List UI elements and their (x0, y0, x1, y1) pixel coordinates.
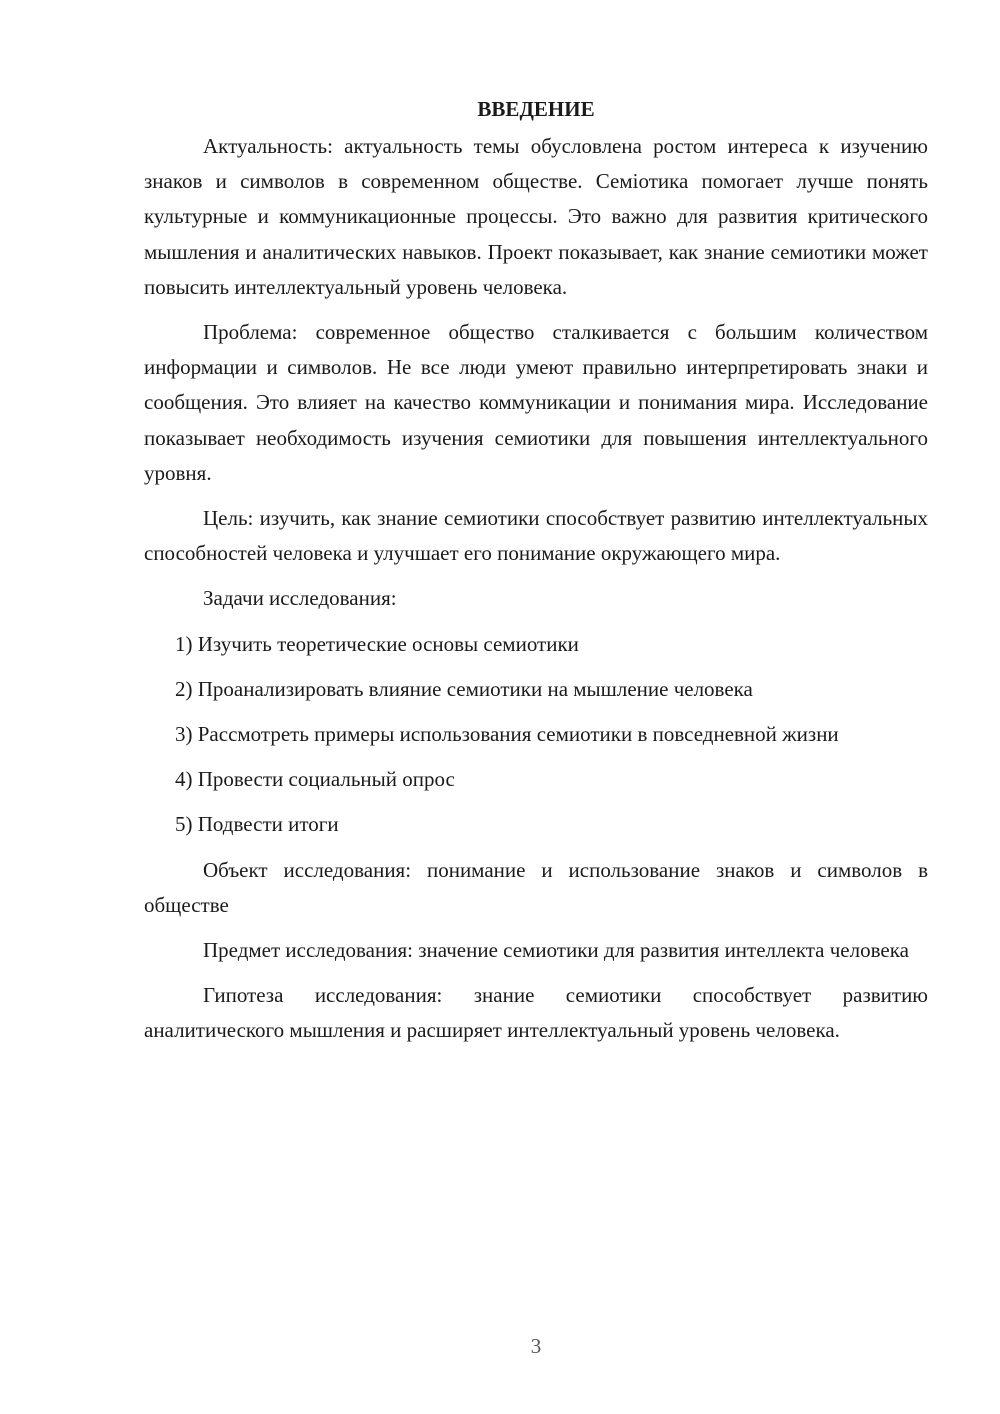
document-page (144, 92, 928, 1059)
subject-paragraph: Предмет исследования: значение семиотики для развития интеллекта человека (203, 938, 909, 963)
tasks-intro-paragraph: Задачи исследования: (203, 586, 397, 611)
goal-paragraph: Цель: изучить, как знание семиотики способствует развитию интеллектуальных способностей человека и улучшает его понимание окружающего мира. (144, 506, 928, 566)
page-number: 3 (530, 1334, 542, 1358)
tasks-list (144, 627, 928, 843)
problem-paragraph: Проблема: современное общество сталкивается с большим количеством информации и символов. Не все люди умеют правильно интерпретировать знаки и сообщения. Это влияет на качество коммуникации и понимания мира. Исследование показывает необходимость изучения семиотики для повышения интеллектуального уровня. (144, 320, 928, 485)
hypothesis-paragraph: Гипотеза исследования: знание семиотики способствует развитию аналитического мышления и расширяет интеллектуальный уровень человека. (144, 983, 928, 1043)
list-item: 2) Проанализировать влияние семиотики на мышление человека (175, 676, 753, 701)
list-item: 3) Рассмотреть примеры использования семиотики в повседневной жизни (175, 722, 839, 747)
list-item: 1) Изучить теоретические основы семиотики (175, 631, 579, 656)
section-heading: ВВЕДЕНИЕ (477, 97, 595, 121)
relevance-paragraph: Актуальность: актуальность темы обусловлена ростом интереса к изучению знаков и символов в современном обществе. Семiотика помогает лучше понять культурные и коммуникационные процессы. Это важно для развития критического мышления и аналитических навыков. Проект показывает, как знание семиотики может повысить интеллектуальный уровень человека. (144, 134, 928, 299)
list-item: 5) Подвести итоги (175, 812, 339, 837)
object-paragraph: Объект исследования: понимание и использование знаков и символов в обществе (144, 857, 928, 917)
list-item: 4) Провести социальный опрос (175, 767, 455, 792)
